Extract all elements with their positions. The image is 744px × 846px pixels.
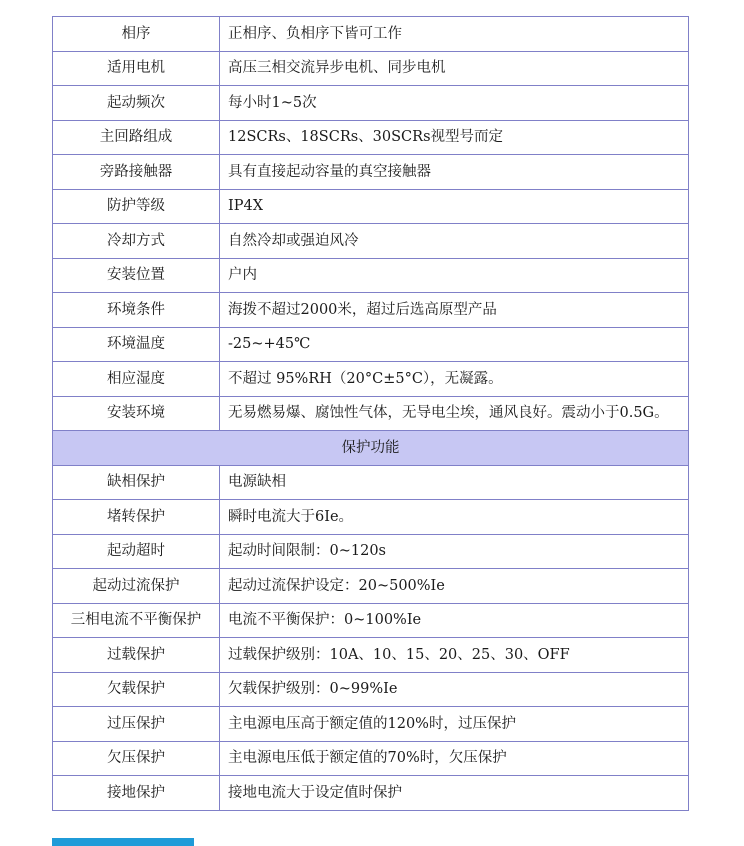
row-value: IP4X xyxy=(220,189,689,224)
row-label: 过载保护 xyxy=(53,638,220,673)
table-row xyxy=(53,224,689,259)
row-value: 正相序、负相序下皆可工作 xyxy=(220,17,689,52)
table-row xyxy=(53,741,689,776)
table-row xyxy=(53,51,689,86)
row-value: 电源缺相 xyxy=(220,465,689,500)
table-row xyxy=(53,638,689,673)
row-value: 高压三相交流异步电机、同步电机 xyxy=(220,51,689,86)
row-label: 起动超时 xyxy=(53,534,220,569)
row-label: 起动过流保护 xyxy=(53,569,220,604)
row-label: 防护等级 xyxy=(53,189,220,224)
row-label: 缺相保护 xyxy=(53,465,220,500)
table-row xyxy=(53,776,689,811)
row-value: 户内 xyxy=(220,258,689,293)
row-label: 欠压保护 xyxy=(53,741,220,776)
row-label: 适用电机 xyxy=(53,51,220,86)
row-label: 环境温度 xyxy=(53,327,220,362)
table-row xyxy=(53,500,689,535)
accent-bar xyxy=(52,838,194,846)
row-value: 起动过流保护设定：20~500%Ie xyxy=(220,569,689,604)
table-row xyxy=(53,707,689,742)
row-value: 无易燃易爆、腐蚀性气体，无导电尘埃，通风良好。震动小于0.5G。 xyxy=(220,396,689,431)
table-row xyxy=(53,603,689,638)
row-label: 相序 xyxy=(53,17,220,52)
row-label: 过压保护 xyxy=(53,707,220,742)
table-row xyxy=(53,155,689,190)
row-value: 接地电流大于设定值时保护 xyxy=(220,776,689,811)
row-label: 堵转保护 xyxy=(53,500,220,535)
table-row xyxy=(53,569,689,604)
row-label: 安装环境 xyxy=(53,396,220,431)
row-value: 主电源电压低于额定值的70%时，欠压保护 xyxy=(220,741,689,776)
row-value: -25~+45℃ xyxy=(220,327,689,362)
row-value: 电流不平衡保护：0~100%Ie xyxy=(220,603,689,638)
table-row xyxy=(53,396,689,431)
table-row xyxy=(53,120,689,155)
row-label: 安装位置 xyxy=(53,258,220,293)
table-row xyxy=(53,189,689,224)
row-value: 12SCRs、18SCRs、30SCRs视型号而定 xyxy=(220,120,689,155)
table-row xyxy=(53,327,689,362)
row-value: 瞬时电流大于6Ie。 xyxy=(220,500,689,535)
row-value: 欠载保护级别：0~99%Ie xyxy=(220,672,689,707)
table-row xyxy=(53,86,689,121)
row-value: 具有直接起动容量的真空接触器 xyxy=(220,155,689,190)
row-value: 每小时1~5次 xyxy=(220,86,689,121)
table-row xyxy=(53,534,689,569)
row-value: 自然冷却或强迫风冷 xyxy=(220,224,689,259)
row-label: 三相电流不平衡保护 xyxy=(53,603,220,638)
spec-table xyxy=(52,16,689,811)
row-value: 起动时间限制：0~120s xyxy=(220,534,689,569)
table-row xyxy=(53,465,689,500)
row-label: 环境条件 xyxy=(53,293,220,328)
section-title: 保护功能 xyxy=(53,431,689,466)
row-label: 欠载保护 xyxy=(53,672,220,707)
table-row xyxy=(53,672,689,707)
row-value: 海拨不超过2000米，超过后选高原型产品 xyxy=(220,293,689,328)
section-header-row xyxy=(53,431,689,466)
row-value: 不超过 95%RH（20°C±5°C），无凝露。 xyxy=(220,362,689,397)
row-label: 相应湿度 xyxy=(53,362,220,397)
table-row xyxy=(53,258,689,293)
table-row xyxy=(53,17,689,52)
row-label: 旁路接触器 xyxy=(53,155,220,190)
row-value: 主电源电压高于额定值的120%时，过压保护 xyxy=(220,707,689,742)
row-value: 过载保护级别：10A、10、15、20、25、30、OFF xyxy=(220,638,689,673)
table-row xyxy=(53,362,689,397)
row-label: 冷却方式 xyxy=(53,224,220,259)
row-label: 主回路组成 xyxy=(53,120,220,155)
row-label: 起动频次 xyxy=(53,86,220,121)
table-row xyxy=(53,293,689,328)
row-label: 接地保护 xyxy=(53,776,220,811)
spec-table-body xyxy=(53,17,689,811)
